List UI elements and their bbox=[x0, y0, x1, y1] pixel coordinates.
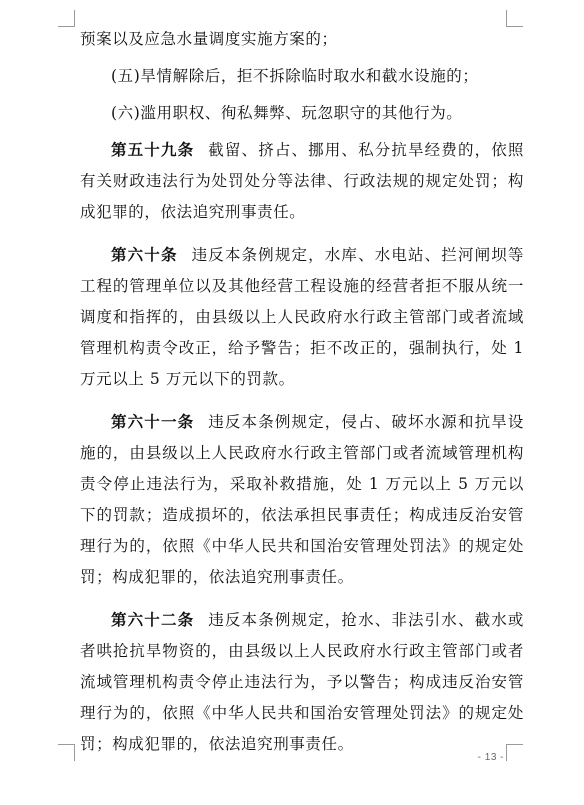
list-item bbox=[80, 61, 524, 92]
article-text: 截留、挤占、挪用、私分抗旱经费的，依照有关财政违法行为处罚处分等法律、行政法规的规定处罚；构成犯罪的，依法追究刑事责任。 bbox=[80, 141, 524, 221]
paragraph bbox=[80, 24, 524, 55]
document-body bbox=[80, 24, 524, 772]
paragraph-text: (五)旱情解除后，拒不拆除临时取水和截水设施的； bbox=[111, 67, 479, 85]
article-text: 违反本条例规定，侵占、破坏水源和抗旱设施的，由县级以上人民政府水行政主管部门或者流域管理机构责令停止违法行为，采取补救措施，处 1 万元以上 5 万元以下的罚款；造成损坏的，依法承担民事责任；构成违反治安管理行为的，依照《中华人民共和国治安管理处罚法》的规定处罚；构成犯罪的，依法追究刑事责任。 bbox=[80, 413, 524, 586]
article-paragraph bbox=[80, 407, 524, 593]
article-paragraph bbox=[80, 240, 524, 395]
article-text: 违反本条例规定，抢水、非法引水、截水或者哄抢抗旱物资的，由县级以上人民政府水行政主管部门或者流域管理机构责令停止违法行为，予以警告；构成违反治安管理行为的，依照《中华人民共和国治安管理处罚法》的规定处罚；构成犯罪的，依法追究刑事责任。 bbox=[80, 611, 524, 753]
crop-mark-bottom-left bbox=[58, 744, 75, 761]
article-paragraph bbox=[80, 605, 524, 760]
article-number: 第六十二条 bbox=[111, 611, 195, 629]
article-text: 违反本条例规定，水库、水电站、拦河闸坝等工程的管理单位以及其他经营工程设施的经营者拒不服从统一调度和指挥的，由县级以上人民政府水行政主管部门或者流域管理机构责令改正，给予警告；拒不改正的，强制执行，处 1 万元以上 5 万元以下的罚款。 bbox=[80, 246, 524, 388]
list-item bbox=[80, 98, 524, 129]
crop-mark-top-left bbox=[58, 10, 75, 27]
article-paragraph bbox=[80, 135, 524, 228]
paragraph-text: 预案以及应急水量调度实施方案的； bbox=[80, 30, 338, 48]
paragraph-text: (六)滥用职权、徇私舞弊、玩忽职守的其他行为。 bbox=[111, 104, 463, 122]
page-number: - 13 - bbox=[477, 752, 504, 763]
article-number: 第六十条 bbox=[111, 246, 178, 264]
article-number: 第六十一条 bbox=[111, 413, 195, 431]
article-number: 第五十九条 bbox=[111, 141, 195, 159]
